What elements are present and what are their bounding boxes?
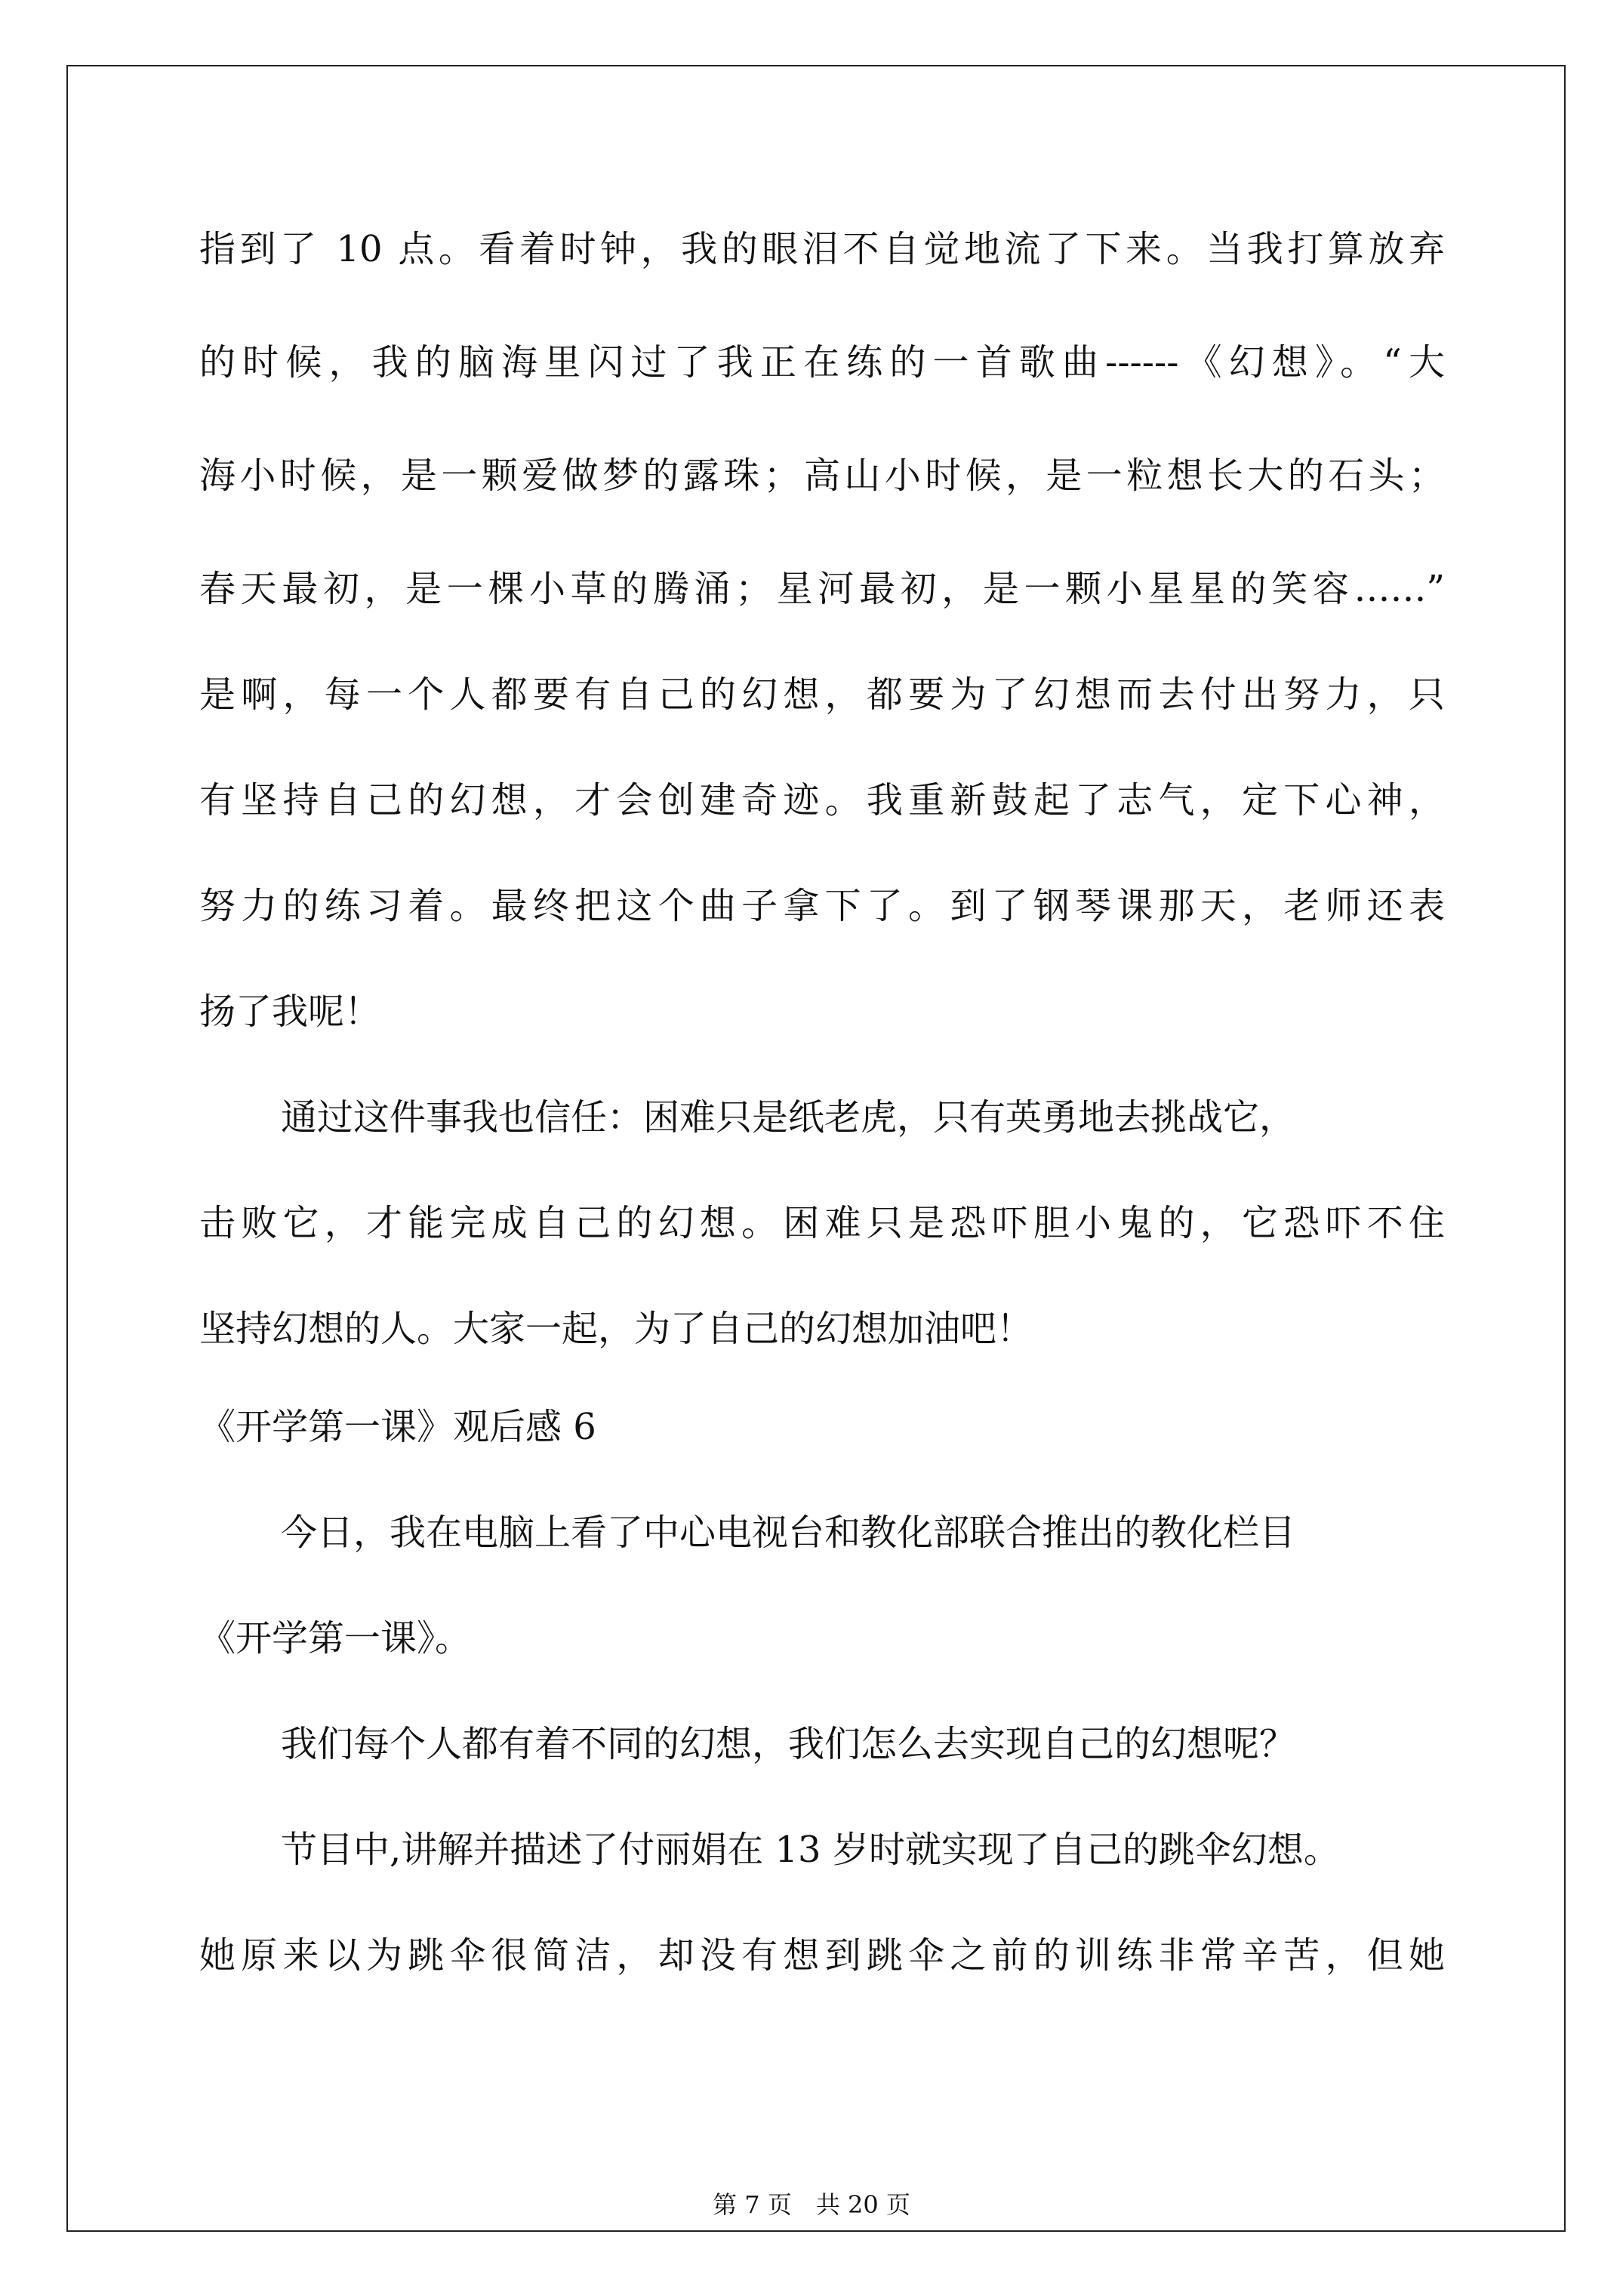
paragraph-start-line: 我们每个人都有着不同的幻想，我们怎么去实现自己的幻想呢？ [281, 1723, 1296, 1765]
text-line: 有坚持自己的幻想，才会创建奇迹。我重新鼓起了志气，定下心神， [199, 779, 1445, 821]
text-line: 指到了 10 点。看着时钟，我的眼泪不自觉地流了下来。当我打算放弃 [199, 228, 1445, 270]
text-line: 春天最初，是一棵小草的腾涌；星河最初，是一颗小星星的笑容……” [199, 568, 1445, 610]
text-line: 她原来以为跳伞很简洁，却没有想到跳伞之前的训练非常辛苦，但她 [199, 1934, 1445, 1977]
paragraph-start-line: 今日，我在电脑上看了中心电视台和教化部联合推出的教化栏目 [281, 1512, 1296, 1554]
text-line: 努力的练习着。最终把这个曲子拿下了。到了钢琴课那天，老师还表 [199, 885, 1445, 927]
text-line: 击败它，才能完成自己的幻想。困难只是恐吓胆小鬼的，它恐吓不住 [199, 1202, 1445, 1244]
text-line: 是啊，每一个人都要有自己的幻想，都要为了幻想而去付出努力，只 [199, 673, 1445, 716]
text-line: 坚持幻想的人。大家一起，为了自己的幻想加油吧！ [199, 1308, 1033, 1350]
page-number-footer: 第 7 页 共 20 页 [713, 2190, 910, 2219]
text-line: 扬了我呢！ [199, 991, 381, 1033]
text-line: 《开学第一课》。 [199, 1617, 472, 1660]
section-heading: 《开学第一课》观后感 6 [199, 1406, 596, 1448]
paragraph-start-line: 通过这件事我也信任：困难只是纸老虎，只有英勇地去挑战它， [281, 1096, 1296, 1139]
text-line: 海小时候，是一颗爱做梦的露珠；高山小时候，是一粒想长大的石头； [199, 455, 1445, 497]
paragraph-start-line: 节目中,讲解并描述了付丽娟在 13 岁时就实现了自己的跳伞幻想。 [281, 1829, 1340, 1871]
page-border [66, 65, 1566, 2232]
text-line: 的时候，我的脑海里闪过了我正在练的一首歌曲------《幻想》。“大 [199, 341, 1445, 384]
